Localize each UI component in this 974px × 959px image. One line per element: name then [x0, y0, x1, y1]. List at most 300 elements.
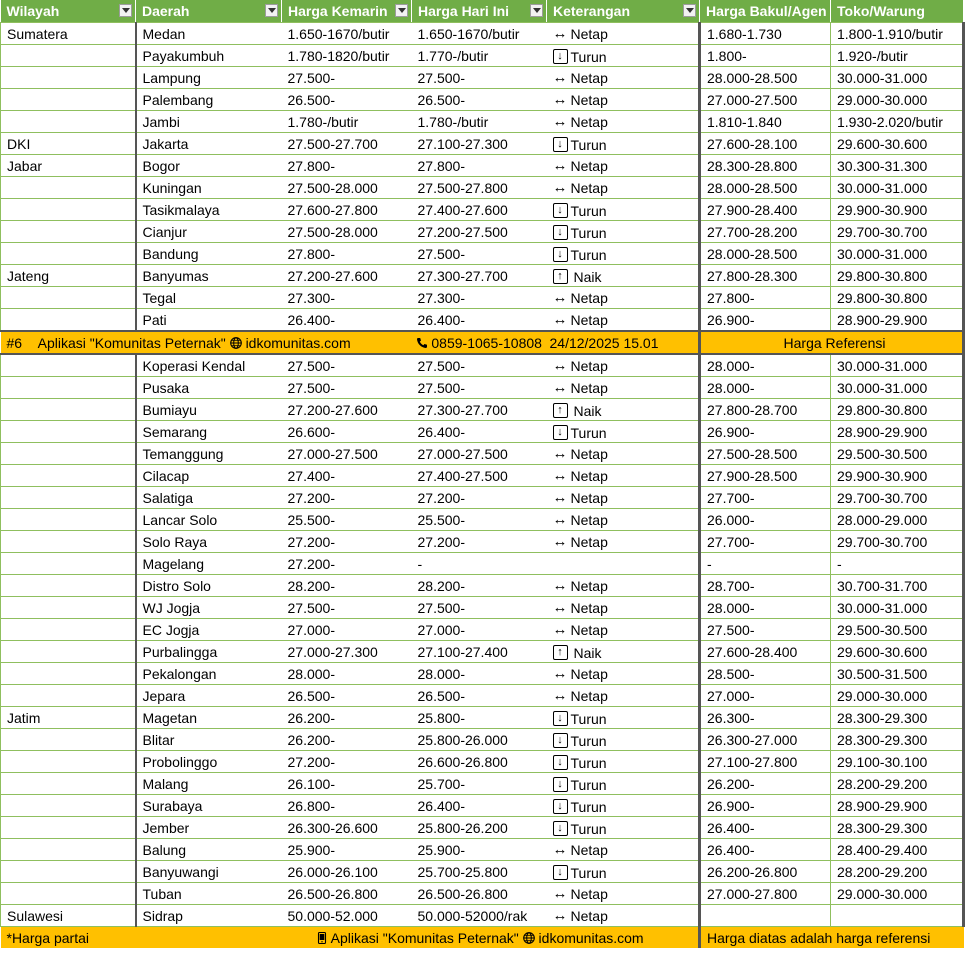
keterangan-cell[interactable] — [547, 905, 700, 927]
harga-hari-ini-cell[interactable]: 1.770-/butir — [412, 45, 547, 67]
harga-kemarin-cell[interactable]: 1.780-/butir — [282, 111, 412, 133]
col-kemarin-header[interactable]: Harga Kemarin — [282, 0, 412, 23]
harga-bakul-cell[interactable]: 1.800- — [700, 45, 831, 67]
daerah-cell[interactable]: Magelang — [136, 553, 282, 575]
harga-toko-cell[interactable]: 28.200-29.200 — [831, 773, 964, 795]
harga-toko-cell[interactable]: 1.800-1.910/butir — [831, 23, 964, 45]
wilayah-cell[interactable] — [1, 663, 136, 685]
keterangan-cell[interactable] — [547, 377, 700, 399]
harga-hari-ini-cell[interactable]: 25.500- — [412, 509, 547, 531]
harga-hari-ini-cell[interactable]: 26.600-26.800 — [412, 751, 547, 773]
daerah-cell[interactable]: Banyumas — [136, 265, 282, 287]
wilayah-cell[interactable] — [1, 487, 136, 509]
harga-toko-cell[interactable]: 29.500-30.500 — [831, 443, 964, 465]
wilayah-cell[interactable] — [1, 67, 136, 89]
harga-bakul-cell[interactable]: 28.500- — [700, 663, 831, 685]
wilayah-cell[interactable] — [1, 861, 136, 883]
filter-dropdown-icon[interactable] — [119, 4, 132, 17]
harga-hari-ini-cell[interactable]: 26.400- — [412, 421, 547, 443]
harga-bakul-cell[interactable]: 27.000-27.500 — [700, 89, 831, 111]
harga-toko-cell[interactable]: 1.930-2.020/butir — [831, 111, 964, 133]
harga-kemarin-cell[interactable]: 26.600- — [282, 421, 412, 443]
daerah-cell[interactable]: Semarang — [136, 421, 282, 443]
daerah-cell[interactable]: Probolinggo — [136, 751, 282, 773]
keterangan-cell[interactable] — [547, 817, 700, 839]
banner-phone-number[interactable]: 0859-1065-10808 — [431, 334, 542, 351]
daerah-cell[interactable]: Tegal — [136, 287, 282, 309]
harga-toko-cell[interactable]: 29.700-30.700 — [831, 221, 964, 243]
harga-toko-cell[interactable]: 30.000-31.000 — [831, 377, 964, 399]
harga-toko-cell[interactable]: 30.300-31.300 — [831, 155, 964, 177]
harga-bakul-cell[interactable]: 27.500-28.500 — [700, 443, 831, 465]
harga-hari-ini-cell[interactable]: 25.700-25.800 — [412, 861, 547, 883]
filter-dropdown-icon[interactable] — [683, 4, 696, 17]
col-hari-ini-header[interactable]: Harga Hari Ini — [412, 0, 547, 23]
harga-hari-ini-cell[interactable]: 25.800-26.200 — [412, 817, 547, 839]
harga-hari-ini-cell[interactable]: 27.400-27.600 — [412, 199, 547, 221]
wilayah-cell[interactable] — [1, 729, 136, 751]
harga-bakul-cell[interactable]: 26.200- — [700, 773, 831, 795]
harga-toko-cell[interactable]: 30.000-31.000 — [831, 177, 964, 199]
harga-hari-ini-cell[interactable]: 27.500- — [412, 354, 547, 377]
keterangan-cell[interactable] — [547, 883, 700, 905]
harga-hari-ini-cell[interactable]: 27.300-27.700 — [412, 399, 547, 421]
keterangan-cell[interactable] — [547, 465, 700, 487]
harga-hari-ini-cell[interactable]: 27.300-27.700 — [412, 265, 547, 287]
harga-bakul-cell[interactable] — [700, 905, 831, 927]
harga-hari-ini-cell[interactable]: 25.700- — [412, 773, 547, 795]
harga-toko-cell[interactable]: 28.900-29.900 — [831, 795, 964, 817]
wilayah-cell[interactable] — [1, 817, 136, 839]
harga-bakul-cell[interactable]: 28.300-28.800 — [700, 155, 831, 177]
wilayah-cell[interactable] — [1, 377, 136, 399]
banner-website-link[interactable]: idkomunitas.com — [245, 334, 351, 351]
keterangan-cell[interactable] — [547, 89, 700, 111]
harga-kemarin-cell[interactable]: 50.000-52.000 — [282, 905, 412, 927]
harga-kemarin-cell[interactable]: 27.500-28.000 — [282, 177, 412, 199]
harga-bakul-cell[interactable]: 1.680-1.730 — [700, 23, 831, 45]
harga-hari-ini-cell[interactable]: 27.000-27.500 — [412, 443, 547, 465]
harga-toko-cell[interactable]: 1.920-/butir — [831, 45, 964, 67]
harga-bakul-cell[interactable]: 27.900-28.500 — [700, 465, 831, 487]
keterangan-cell[interactable] — [547, 553, 700, 575]
daerah-cell[interactable]: Blitar — [136, 729, 282, 751]
daerah-cell[interactable]: Lancar Solo — [136, 509, 282, 531]
harga-hari-ini-cell[interactable]: 27.400-27.500 — [412, 465, 547, 487]
harga-toko-cell[interactable]: 29.700-30.700 — [831, 531, 964, 553]
col-keterangan-header[interactable]: Keterangan — [547, 0, 700, 23]
harga-kemarin-cell[interactable]: 27.800- — [282, 155, 412, 177]
harga-kemarin-cell[interactable]: 27.500-27.700 — [282, 133, 412, 155]
harga-kemarin-cell[interactable]: 27.300- — [282, 287, 412, 309]
harga-kemarin-cell[interactable]: 27.000-27.300 — [282, 641, 412, 663]
daerah-cell[interactable]: Payakumbuh — [136, 45, 282, 67]
wilayah-cell[interactable] — [1, 531, 136, 553]
keterangan-cell[interactable] — [547, 575, 700, 597]
harga-kemarin-cell[interactable]: 26.500-26.800 — [282, 883, 412, 905]
harga-hari-ini-cell[interactable]: 27.200-27.500 — [412, 221, 547, 243]
harga-bakul-cell[interactable]: 27.700- — [700, 487, 831, 509]
daerah-cell[interactable]: Salatiga — [136, 487, 282, 509]
wilayah-cell[interactable] — [1, 111, 136, 133]
keterangan-cell[interactable] — [547, 487, 700, 509]
keterangan-cell[interactable] — [547, 839, 700, 861]
harga-kemarin-cell[interactable]: 27.200- — [282, 531, 412, 553]
harga-bakul-cell[interactable]: 27.800-28.300 — [700, 265, 831, 287]
harga-hari-ini-cell[interactable]: 27.500- — [412, 597, 547, 619]
harga-toko-cell[interactable]: 29.800-30.800 — [831, 287, 964, 309]
harga-kemarin-cell[interactable]: 27.500- — [282, 597, 412, 619]
harga-toko-cell[interactable]: 29.000-30.000 — [831, 883, 964, 905]
harga-toko-cell[interactable]: 30.000-31.000 — [831, 243, 964, 265]
harga-hari-ini-cell[interactable]: 27.200- — [412, 531, 547, 553]
harga-bakul-cell[interactable]: 26.900- — [700, 421, 831, 443]
harga-hari-ini-cell[interactable]: 27.100-27.400 — [412, 641, 547, 663]
harga-toko-cell[interactable]: 29.800-30.800 — [831, 399, 964, 421]
daerah-cell[interactable]: Sidrap — [136, 905, 282, 927]
keterangan-cell[interactable] — [547, 243, 700, 265]
keterangan-cell[interactable] — [547, 443, 700, 465]
wilayah-cell[interactable] — [1, 509, 136, 531]
harga-bakul-cell[interactable]: 28.000-28.500 — [700, 67, 831, 89]
harga-bakul-cell[interactable]: 27.000- — [700, 685, 831, 707]
filter-dropdown-icon[interactable] — [530, 4, 543, 17]
daerah-cell[interactable]: Koperasi Kendal — [136, 354, 282, 377]
harga-bakul-cell[interactable]: 27.800- — [700, 287, 831, 309]
table-row — [1, 487, 964, 509]
daerah-cell[interactable]: Solo Raya — [136, 531, 282, 553]
harga-bakul-cell[interactable]: 27.100-27.800 — [700, 751, 831, 773]
daerah-cell[interactable]: Purbalingga — [136, 641, 282, 663]
harga-toko-cell[interactable]: 28.400-29.400 — [831, 839, 964, 861]
harga-kemarin-cell[interactable]: 28.000- — [282, 663, 412, 685]
daerah-cell[interactable]: Kuningan — [136, 177, 282, 199]
wilayah-cell[interactable] — [1, 575, 136, 597]
harga-toko-cell[interactable]: 28.900-29.900 — [831, 309, 964, 332]
daerah-cell[interactable]: Cianjur — [136, 221, 282, 243]
harga-toko-cell[interactable]: 30.500-31.500 — [831, 663, 964, 685]
harga-hari-ini-cell[interactable]: 27.500-27.800 — [412, 177, 547, 199]
harga-hari-ini-cell[interactable]: 27.800- — [412, 155, 547, 177]
harga-bakul-cell[interactable]: 28.000-28.500 — [700, 243, 831, 265]
harga-bakul-cell[interactable]: - — [700, 553, 831, 575]
down-arrow-icon: ↓ — [553, 799, 568, 814]
harga-toko-cell[interactable]: 29.000-30.000 — [831, 685, 964, 707]
wilayah-cell[interactable] — [1, 839, 136, 861]
wilayah-cell[interactable] — [1, 309, 136, 332]
daerah-cell[interactable]: Pusaka — [136, 377, 282, 399]
keterangan-cell[interactable] — [547, 685, 700, 707]
harga-kemarin-cell[interactable]: 1.650-1670/butir — [282, 23, 412, 45]
harga-toko-cell[interactable]: 28.000-29.000 — [831, 509, 964, 531]
wilayah-cell[interactable]: Jateng — [1, 265, 136, 287]
harga-toko-cell[interactable]: 30.000-31.000 — [831, 597, 964, 619]
col-toko-header: Toko/Warung — [831, 0, 964, 23]
harga-bakul-cell[interactable]: 27.000-27.800 — [700, 883, 831, 905]
harga-kemarin-cell[interactable]: 27.400- — [282, 465, 412, 487]
daerah-cell[interactable]: Palembang — [136, 89, 282, 111]
harga-kemarin-cell[interactable]: 27.600-27.800 — [282, 199, 412, 221]
harga-kemarin-cell[interactable]: 1.780-1820/butir — [282, 45, 412, 67]
daerah-cell[interactable]: Jepara — [136, 685, 282, 707]
keterangan-cell[interactable] — [547, 861, 700, 883]
wilayah-cell[interactable] — [1, 619, 136, 641]
harga-bakul-cell[interactable]: 28.000- — [700, 597, 831, 619]
harga-hari-ini-cell[interactable]: 1.650-1670/butir — [412, 23, 547, 45]
wilayah-cell[interactable] — [1, 597, 136, 619]
harga-hari-ini-cell[interactable]: 28.000- — [412, 663, 547, 685]
keterangan-cell[interactable] — [547, 67, 700, 89]
harga-toko-cell[interactable]: 28.300-29.300 — [831, 707, 964, 729]
harga-bakul-cell[interactable]: 26.200-26.800 — [700, 861, 831, 883]
daerah-cell[interactable]: Lampung — [136, 67, 282, 89]
harga-toko-cell[interactable]: - — [831, 553, 964, 575]
harga-toko-cell[interactable]: 29.000-30.000 — [831, 89, 964, 111]
harga-toko-cell[interactable]: 29.500-30.500 — [831, 619, 964, 641]
daerah-cell[interactable]: Pati — [136, 309, 282, 332]
harga-toko-cell[interactable]: 29.100-30.100 — [831, 751, 964, 773]
harga-kemarin-cell[interactable]: 27.500- — [282, 377, 412, 399]
wilayah-cell[interactable] — [1, 641, 136, 663]
harga-toko-cell[interactable]: 28.300-29.300 — [831, 817, 964, 839]
keterangan-cell[interactable] — [547, 111, 700, 133]
keterangan-cell[interactable] — [547, 707, 700, 729]
keterangan-cell[interactable] — [547, 133, 700, 155]
wilayah-cell[interactable]: DKI — [1, 133, 136, 155]
harga-toko-cell[interactable]: 29.900-30.900 — [831, 199, 964, 221]
daerah-cell[interactable]: Jakarta — [136, 133, 282, 155]
harga-kemarin-cell[interactable]: 25.900- — [282, 839, 412, 861]
harga-bakul-cell[interactable]: 26.000- — [700, 509, 831, 531]
keterangan-cell[interactable] — [547, 23, 700, 45]
harga-hari-ini-cell[interactable]: 26.500- — [412, 89, 547, 111]
wilayah-cell[interactable] — [1, 221, 136, 243]
wilayah-cell[interactable] — [1, 354, 136, 377]
wilayah-cell[interactable] — [1, 89, 136, 111]
daerah-cell[interactable]: Tuban — [136, 883, 282, 905]
harga-hari-ini-cell[interactable]: 50.000-52000/rak — [412, 905, 547, 927]
daerah-cell[interactable]: Banyuwangi — [136, 861, 282, 883]
harga-kemarin-cell[interactable]: 28.200- — [282, 575, 412, 597]
daerah-cell[interactable]: Surabaya — [136, 795, 282, 817]
daerah-cell[interactable]: WJ Jogja — [136, 597, 282, 619]
wilayah-cell[interactable] — [1, 177, 136, 199]
harga-kemarin-cell[interactable]: 26.100- — [282, 773, 412, 795]
harga-bakul-cell[interactable]: 27.700-28.200 — [700, 221, 831, 243]
keterangan-cell[interactable] — [547, 399, 700, 421]
harga-kemarin-cell[interactable]: 26.200- — [282, 707, 412, 729]
wilayah-cell[interactable] — [1, 465, 136, 487]
wilayah-cell[interactable] — [1, 751, 136, 773]
wilayah-cell[interactable] — [1, 287, 136, 309]
harga-toko-cell[interactable]: 28.300-29.300 — [831, 729, 964, 751]
wilayah-cell[interactable]: Jabar — [1, 155, 136, 177]
keterangan-cell[interactable] — [547, 509, 700, 531]
wilayah-cell[interactable] — [1, 773, 136, 795]
harga-hari-ini-cell[interactable]: 25.800-26.000 — [412, 729, 547, 751]
daerah-cell[interactable]: Jember — [136, 817, 282, 839]
daerah-cell[interactable]: Jambi — [136, 111, 282, 133]
harga-kemarin-cell[interactable]: 27.500- — [282, 354, 412, 377]
harga-bakul-cell[interactable]: 26.300- — [700, 707, 831, 729]
harga-bakul-cell[interactable]: 28.000- — [700, 377, 831, 399]
filter-dropdown-icon[interactable] — [395, 4, 408, 17]
harga-kemarin-cell[interactable]: 27.200- — [282, 553, 412, 575]
daerah-cell[interactable]: Magetan — [136, 707, 282, 729]
wilayah-cell[interactable] — [1, 243, 136, 265]
harga-hari-ini-cell[interactable]: 26.500- — [412, 685, 547, 707]
harga-kemarin-cell[interactable]: 26.200- — [282, 729, 412, 751]
harga-bakul-cell[interactable]: 27.500- — [700, 619, 831, 641]
harga-hari-ini-cell[interactable]: 27.000- — [412, 619, 547, 641]
wilayah-cell[interactable] — [1, 421, 136, 443]
wilayah-cell[interactable] — [1, 883, 136, 905]
harga-kemarin-cell[interactable]: 27.200-27.600 — [282, 399, 412, 421]
harga-bakul-cell[interactable]: 26.900- — [700, 795, 831, 817]
harga-hari-ini-cell[interactable]: 28.200- — [412, 575, 547, 597]
filter-dropdown-icon[interactable] — [265, 4, 278, 17]
wilayah-cell[interactable] — [1, 399, 136, 421]
daerah-cell[interactable]: Pekalongan — [136, 663, 282, 685]
harga-kemarin-cell[interactable]: 27.500- — [282, 67, 412, 89]
harga-kemarin-cell[interactable]: 26.500- — [282, 89, 412, 111]
daerah-cell[interactable]: Bogor — [136, 155, 282, 177]
harga-kemarin-cell[interactable]: 26.800- — [282, 795, 412, 817]
harga-bakul-cell[interactable]: 28.700- — [700, 575, 831, 597]
keterangan-cell[interactable] — [547, 729, 700, 751]
harga-toko-cell[interactable] — [831, 905, 964, 927]
keterangan-cell[interactable] — [547, 287, 700, 309]
harga-kemarin-cell[interactable]: 27.500-28.000 — [282, 221, 412, 243]
harga-bakul-cell[interactable]: 27.600-28.100 — [700, 133, 831, 155]
keterangan-cell[interactable] — [547, 597, 700, 619]
keterangan-cell[interactable] — [547, 155, 700, 177]
wilayah-cell[interactable]: Jatim — [1, 707, 136, 729]
harga-kemarin-cell[interactable]: 26.500- — [282, 685, 412, 707]
harga-kemarin-cell[interactable]: 27.200- — [282, 487, 412, 509]
keterangan-cell[interactable] — [547, 421, 700, 443]
wilayah-cell[interactable] — [1, 553, 136, 575]
table-row — [1, 421, 964, 443]
harga-kemarin-cell[interactable]: 27.200- — [282, 751, 412, 773]
harga-hari-ini-cell[interactable]: 25.900- — [412, 839, 547, 861]
keterangan-cell[interactable] — [547, 619, 700, 641]
daerah-cell[interactable]: Malang — [136, 773, 282, 795]
harga-hari-ini-cell[interactable]: 26.400- — [412, 309, 547, 332]
wilayah-cell[interactable] — [1, 443, 136, 465]
harga-toko-cell[interactable]: 29.600-30.600 — [831, 133, 964, 155]
daerah-cell[interactable]: EC Jogja — [136, 619, 282, 641]
harga-toko-cell[interactable]: 30.700-31.700 — [831, 575, 964, 597]
harga-hari-ini-cell[interactable]: 25.800- — [412, 707, 547, 729]
harga-hari-ini-cell[interactable]: 27.200- — [412, 487, 547, 509]
wilayah-cell[interactable]: Sumatera — [1, 23, 136, 45]
harga-hari-ini-cell[interactable]: 26.500-26.800 — [412, 883, 547, 905]
wilayah-cell[interactable] — [1, 795, 136, 817]
harga-kemarin-cell[interactable]: 25.500- — [282, 509, 412, 531]
keterangan-text: Netap — [570, 446, 608, 462]
wilayah-cell[interactable] — [1, 685, 136, 707]
harga-hari-ini-cell[interactable]: 26.400- — [412, 795, 547, 817]
harga-toko-cell[interactable]: 30.000-31.000 — [831, 354, 964, 377]
footer-website-link[interactable]: idkomunitas.com — [538, 929, 644, 946]
down-arrow-icon: ↓ — [553, 137, 568, 152]
keterangan-cell[interactable] — [547, 45, 700, 67]
daerah-cell[interactable]: Distro Solo — [136, 575, 282, 597]
keterangan-cell[interactable] — [547, 773, 700, 795]
harga-bakul-cell[interactable]: 27.600-28.400 — [700, 641, 831, 663]
harga-hari-ini-cell[interactable]: 27.500- — [412, 243, 547, 265]
wilayah-cell[interactable] — [1, 199, 136, 221]
harga-bakul-cell[interactable]: 28.000-28.500 — [700, 177, 831, 199]
keterangan-cell[interactable] — [547, 199, 700, 221]
harga-toko-cell[interactable]: 29.700-30.700 — [831, 487, 964, 509]
harga-hari-ini-cell[interactable]: 27.300- — [412, 287, 547, 309]
harga-bakul-cell[interactable]: 26.900- — [700, 309, 831, 332]
harga-toko-cell[interactable]: 29.800-30.800 — [831, 265, 964, 287]
harga-hari-ini-cell[interactable]: 1.780-/butir — [412, 111, 547, 133]
keterangan-cell[interactable] — [547, 354, 700, 377]
harga-kemarin-cell[interactable]: 27.000-27.500 — [282, 443, 412, 465]
daerah-cell[interactable]: Bumiayu — [136, 399, 282, 421]
keterangan-cell[interactable] — [547, 795, 700, 817]
harga-bakul-cell[interactable]: 26.400- — [700, 839, 831, 861]
harga-bakul-cell[interactable]: 27.900-28.400 — [700, 199, 831, 221]
daerah-cell[interactable]: Balung — [136, 839, 282, 861]
keterangan-cell[interactable] — [547, 531, 700, 553]
harga-kemarin-cell[interactable]: 27.800- — [282, 243, 412, 265]
keterangan-cell[interactable] — [547, 663, 700, 685]
wilayah-cell[interactable] — [1, 45, 136, 67]
daerah-cell[interactable]: Temanggung — [136, 443, 282, 465]
harga-toko-cell[interactable]: 29.900-30.900 — [831, 465, 964, 487]
harga-hari-ini-cell[interactable]: 27.500- — [412, 377, 547, 399]
col-daerah-header[interactable]: Daerah — [136, 0, 282, 23]
harga-kemarin-cell[interactable]: 26.400- — [282, 309, 412, 332]
harga-kemarin-cell[interactable]: 27.000- — [282, 619, 412, 641]
harga-hari-ini-cell[interactable]: 27.500- — [412, 67, 547, 89]
keterangan-cell[interactable] — [547, 221, 700, 243]
harga-toko-cell[interactable]: 30.000-31.000 — [831, 67, 964, 89]
daerah-cell[interactable]: Medan — [136, 23, 282, 45]
keterangan-cell[interactable] — [547, 751, 700, 773]
daerah-cell[interactable]: Bandung — [136, 243, 282, 265]
harga-hari-ini-cell[interactable]: 27.100-27.300 — [412, 133, 547, 155]
keterangan-cell[interactable] — [547, 641, 700, 663]
keterangan-cell[interactable] — [547, 309, 700, 332]
harga-bakul-cell[interactable]: 26.300-27.000 — [700, 729, 831, 751]
harga-bakul-cell[interactable]: 1.810-1.840 — [700, 111, 831, 133]
harga-kemarin-cell[interactable]: 26.300-26.600 — [282, 817, 412, 839]
harga-bakul-cell[interactable]: 26.400- — [700, 817, 831, 839]
wilayah-cell[interactable]: Sulawesi — [1, 905, 136, 927]
harga-kemarin-cell[interactable]: 27.200-27.600 — [282, 265, 412, 287]
harga-toko-cell[interactable]: 28.200-29.200 — [831, 861, 964, 883]
col-wilayah-header[interactable]: Wilayah — [1, 0, 136, 23]
harga-kemarin-cell[interactable]: 26.000-26.100 — [282, 861, 412, 883]
keterangan-cell[interactable] — [547, 265, 700, 287]
harga-toko-cell[interactable]: 29.600-30.600 — [831, 641, 964, 663]
daerah-cell[interactable]: Tasikmalaya — [136, 199, 282, 221]
harga-toko-cell[interactable]: 28.900-29.900 — [831, 421, 964, 443]
daerah-cell[interactable]: Cilacap — [136, 465, 282, 487]
harga-bakul-cell[interactable]: 27.700- — [700, 531, 831, 553]
keterangan-cell[interactable] — [547, 177, 700, 199]
table-row — [1, 883, 964, 905]
harga-bakul-cell[interactable]: 27.800-28.700 — [700, 399, 831, 421]
harga-hari-ini-cell[interactable]: - — [412, 553, 547, 575]
harga-bakul-cell[interactable]: 28.000- — [700, 354, 831, 377]
